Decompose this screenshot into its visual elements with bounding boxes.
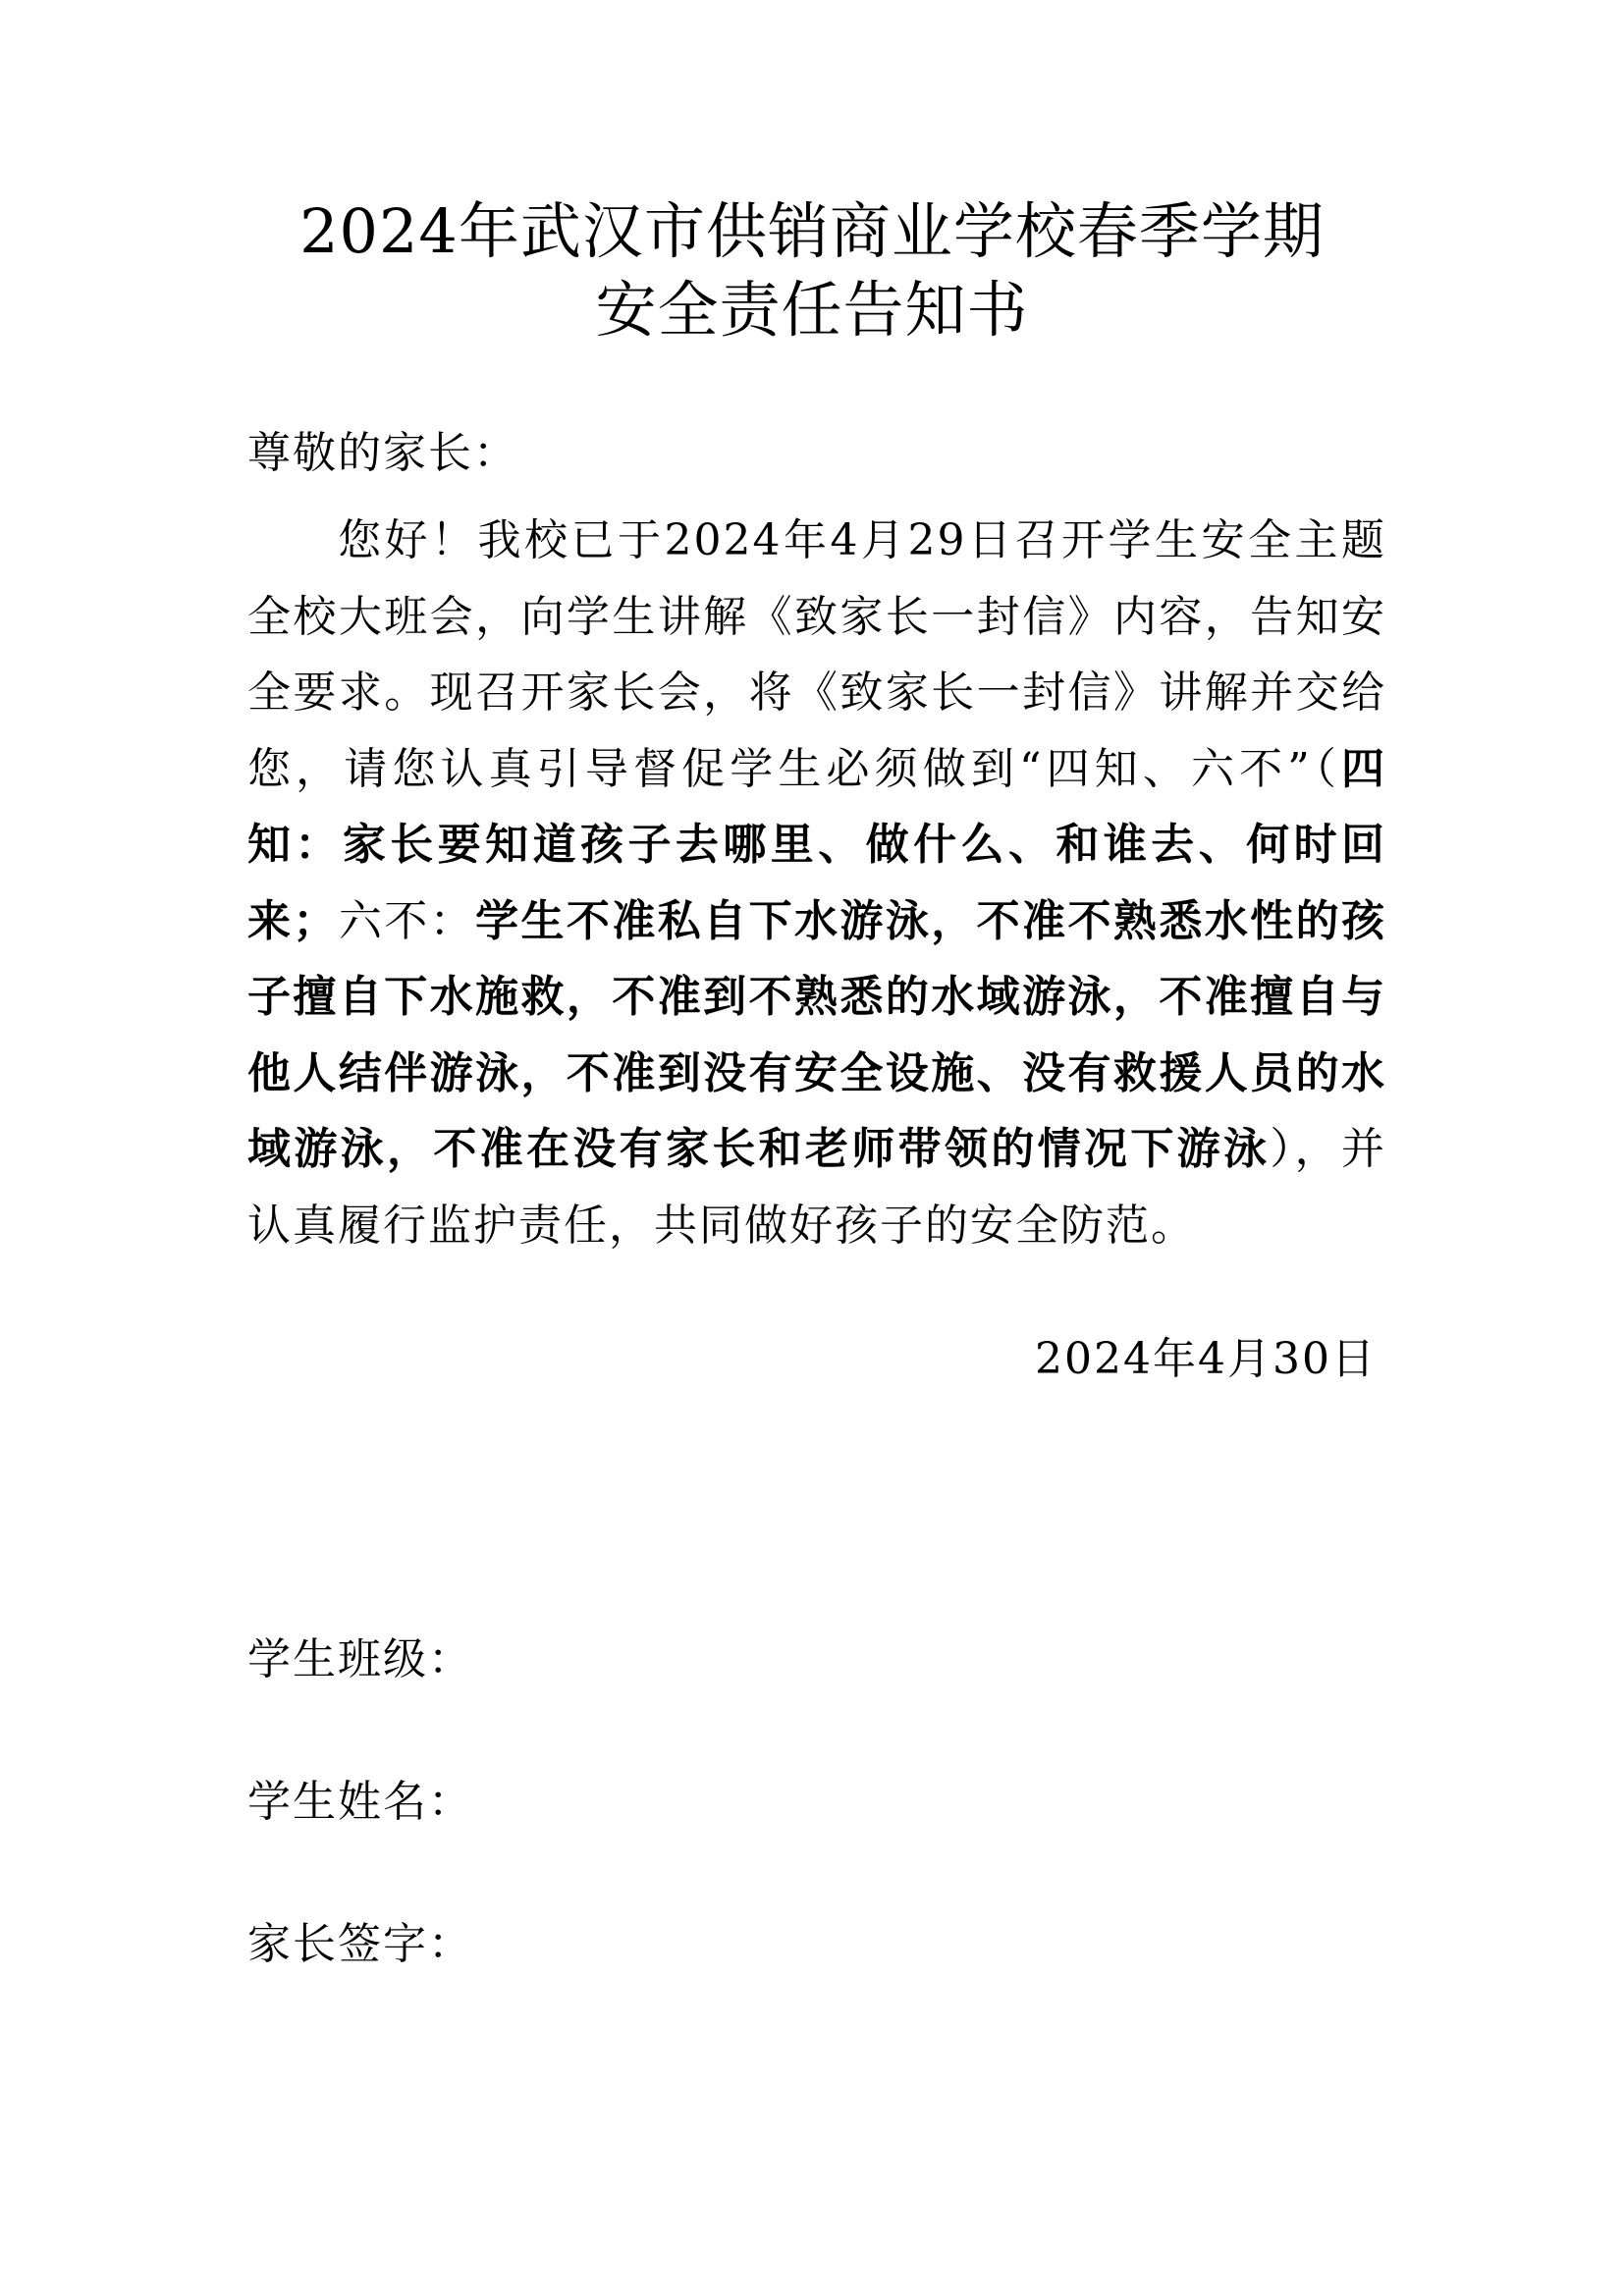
body-bold-six-nots: 学生不准私自下水游泳，不准不熟悉水性的孩子擅自下水施救，不准到不熟悉的水域游泳，不准擅自与他人结伴游泳，不准到没有安全设施、没有救援人员的水域游泳，不准在没有家长和老师带领的情况下游泳 bbox=[247, 895, 1387, 1174]
body-ending: ），并认真履行监护责任，共同做好孩子的安全防范。 bbox=[247, 1124, 1387, 1251]
parent-signature-field-label: 家长签字： bbox=[247, 1919, 473, 1969]
salutation: 尊敬的家长： bbox=[247, 428, 518, 478]
body-bold-four-knows: 四知：家长要知道孩子去哪里、做什么、和谁去、何时回来； bbox=[247, 743, 1386, 946]
document-date: 2024年4月30日 bbox=[1035, 1334, 1377, 1384]
document-title-line-1: 2024年武汉市供销商业学校春季学期 bbox=[299, 195, 1325, 267]
document-title-line-2: 安全责任告知书 bbox=[595, 274, 1029, 346]
body-intro: 您好！我校已于2024年4月29日召开学生安全主题全校大班会，向学生讲解《致家长一封信》内容，告知安全要求。现召开家长会，将《致家长一封信》讲解并交给您，请您认真引导督促学生必须做到“四知、六不”（ bbox=[247, 515, 1386, 794]
body-six-nots-label: 六不： bbox=[338, 895, 476, 946]
student-class-field-label: 学生班级： bbox=[247, 1634, 473, 1684]
student-name-field-label: 学生姓名： bbox=[247, 1777, 473, 1827]
body-paragraph bbox=[247, 503, 1386, 1263]
